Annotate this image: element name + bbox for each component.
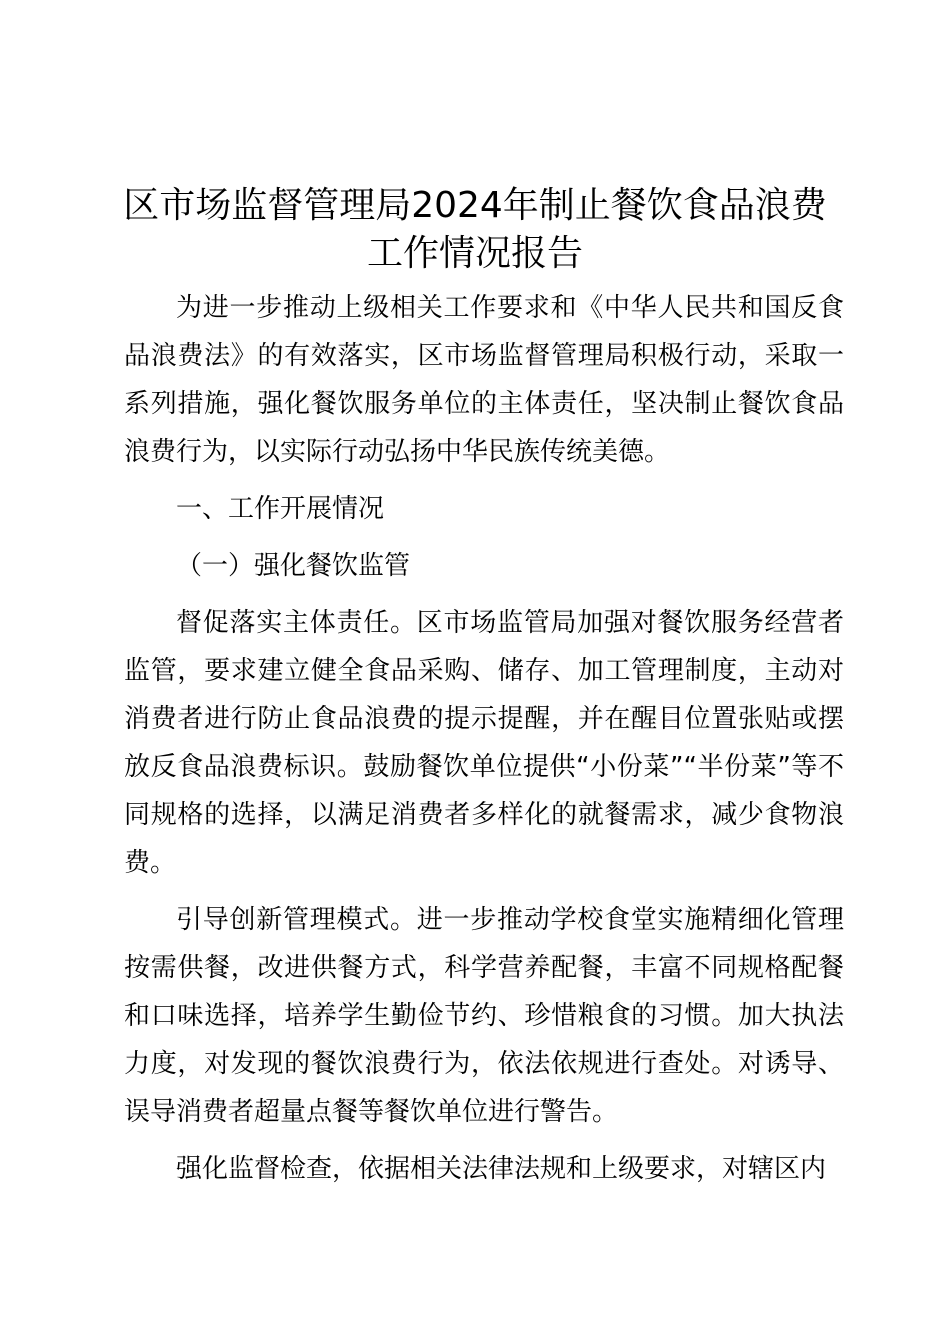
document-body [124, 284, 844, 1202]
body-paragraph: 督促落实主体责任。区市场监管局加强对餐饮服务经营者监管，要求建立健全食品采购、储存、加工管理制度，主动对消费者进行防止食品浪费的提示提醒，并在醒目位置张贴或摆放反食品浪费标识。鼓励餐饮单位提供“小份菜”“半份菜”等不同规格的选择，以满足消费者多样化的就餐需求，减少食物浪费。 [124, 608, 844, 878]
body-paragraph: 引导创新管理模式。进一步推动学校食堂实施精细化管理按需供餐，改进供餐方式，科学营养配餐，丰富不同规格配餐和口味选择，培养学生勤俭节约、珍惜粮食的习惯。加大执法力度，对发现的餐饮浪费行为，依法依规进行查处。对诱导、误导消费者超量点餐等餐饮单位进行警告。 [124, 905, 844, 1127]
body-paragraph: 强化监督检查，依据相关法律法规和上级要求，对辖区内 [176, 1154, 827, 1184]
document-title-line-2: 工作情况报告 [366, 233, 583, 274]
section-heading: 一、工作开展情况 [176, 494, 385, 524]
intro-paragraph: 为进一步推动上级相关工作要求和《中华人民共和国反食品浪费法》的有效落实，区市场监督管理局积极行动，采取一系列措施，强化餐饮服务单位的主体责任，坚决制止餐饮食品浪费行为，以实际行动弘扬中华民族传统美德。 [124, 293, 844, 467]
subsection-heading: （一）强化餐饮监管 [176, 551, 411, 581]
document-title-line-1: 区市场监督管理局2024年制止餐饮食品浪费 [123, 185, 827, 226]
